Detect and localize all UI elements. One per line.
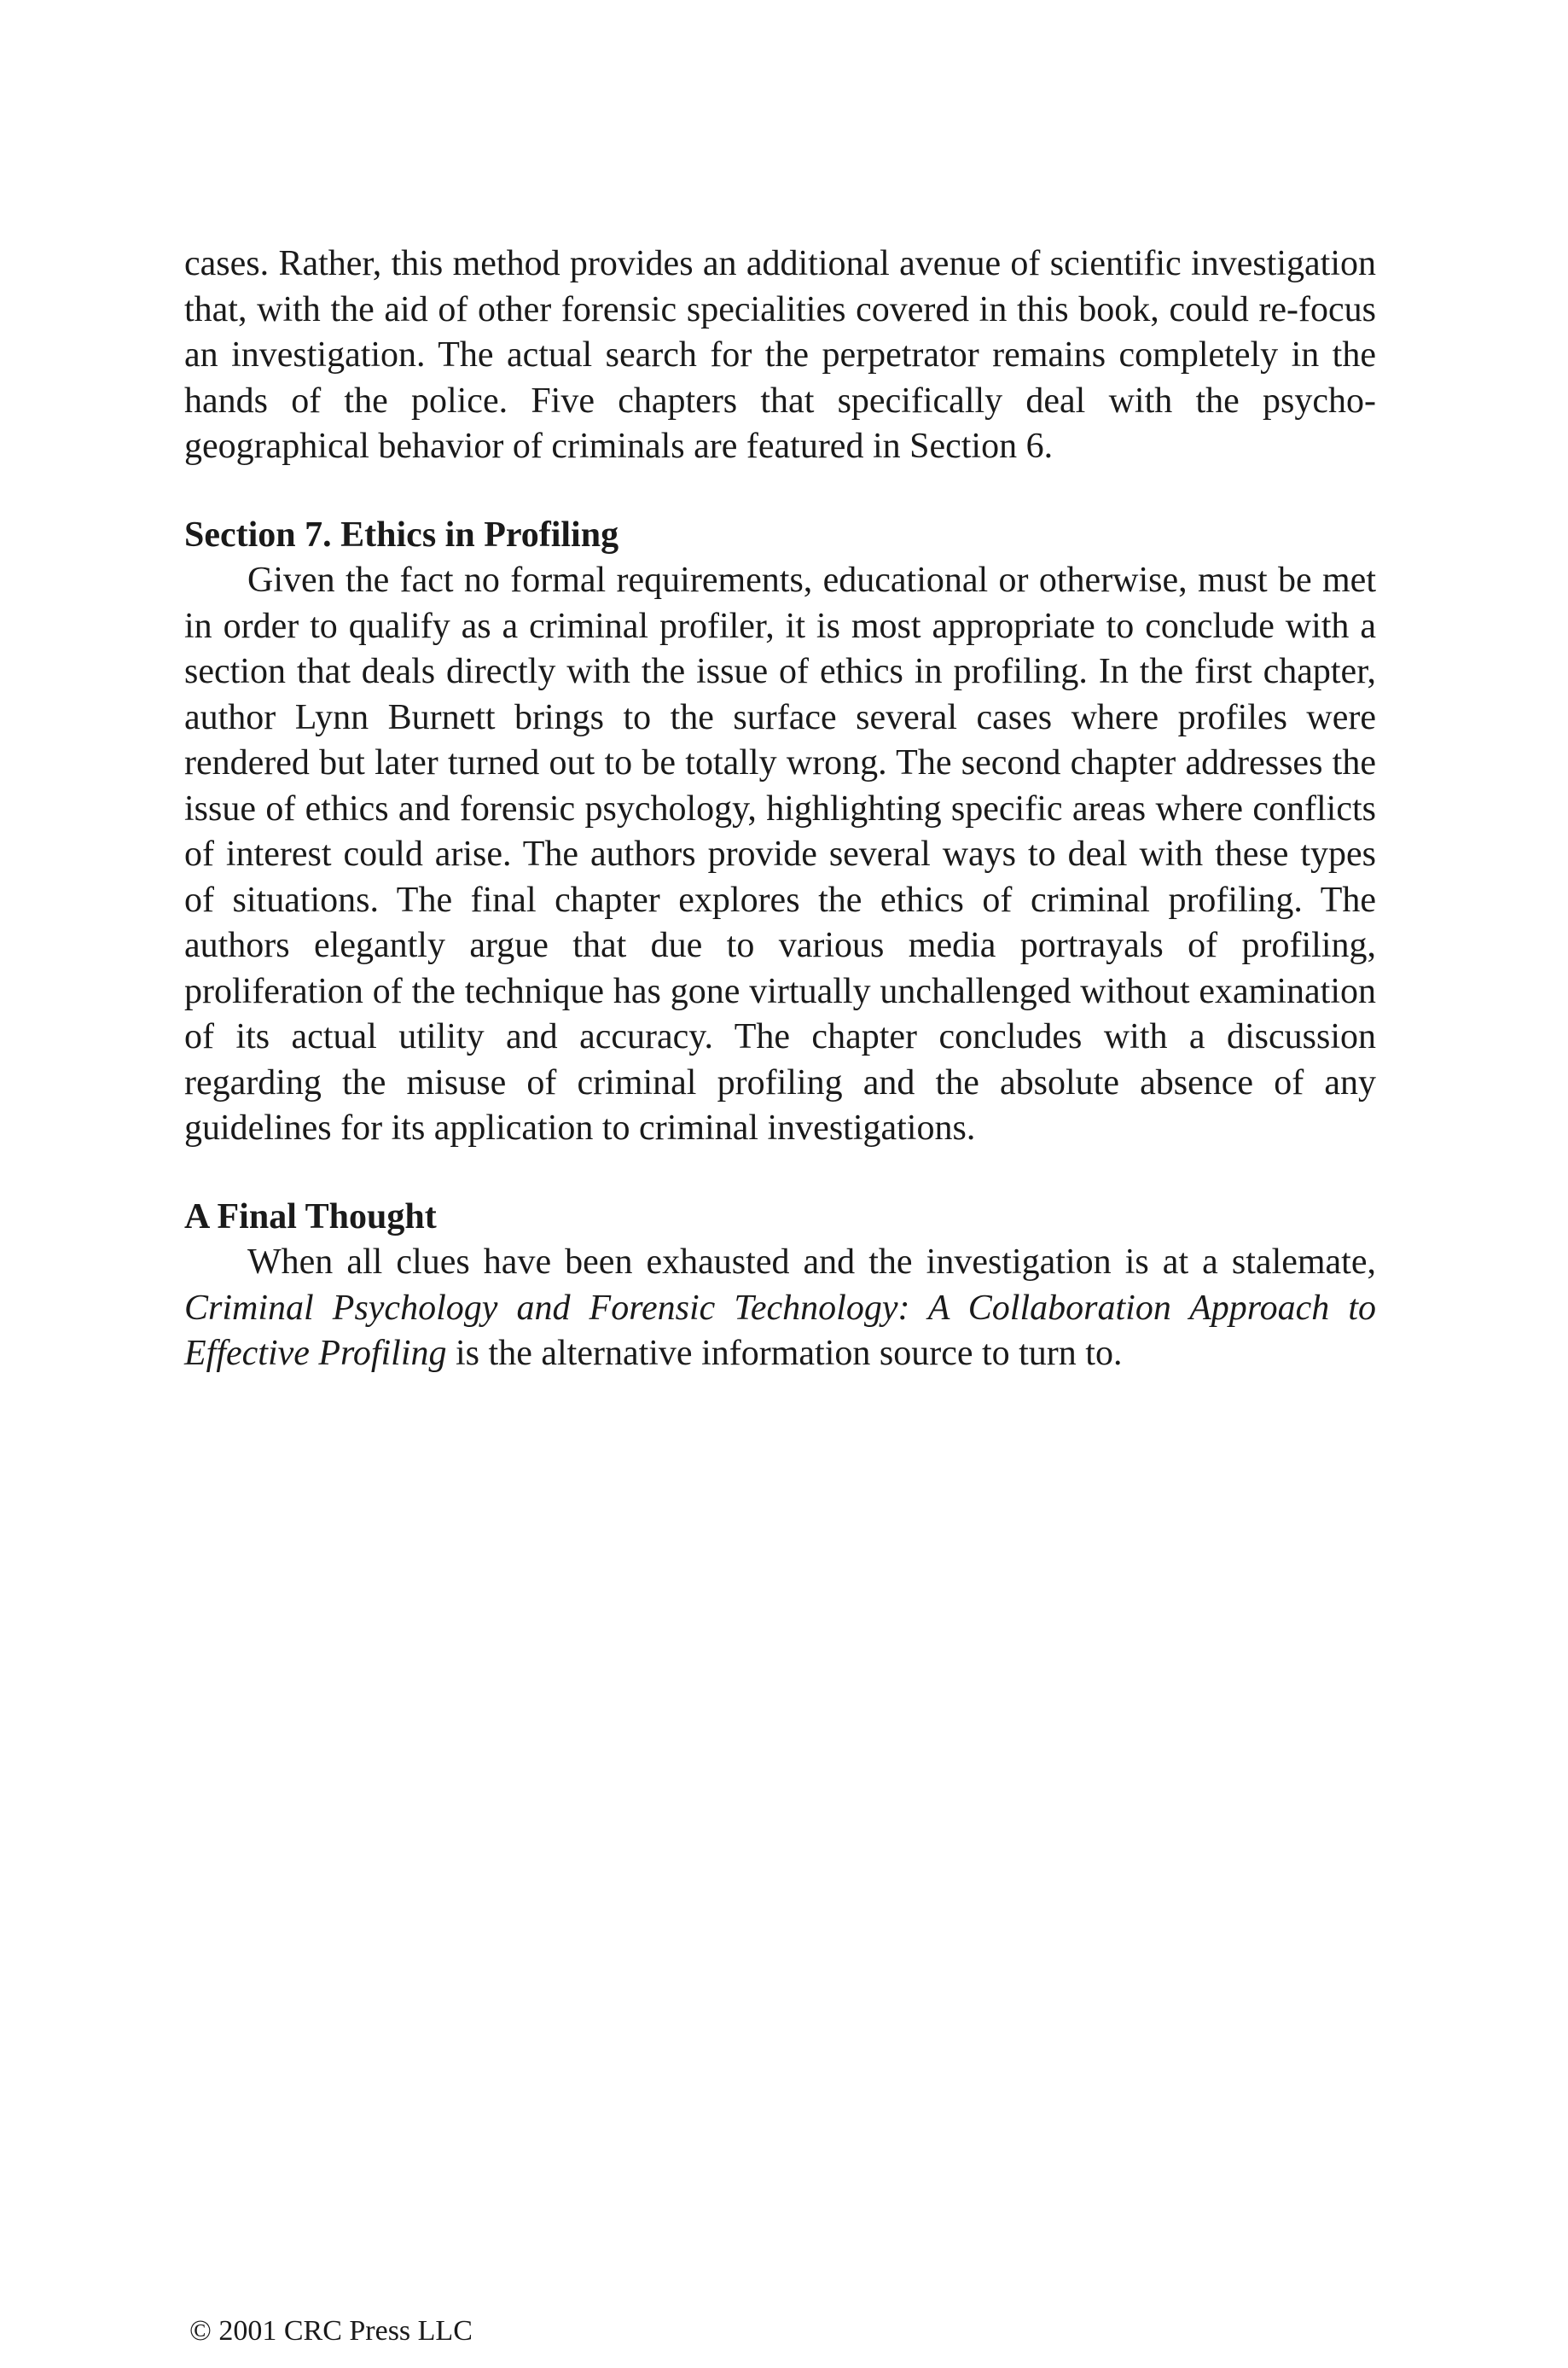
page-body (184, 241, 1376, 1377)
section-7-paragraph: Given the fact no formal requirements, educational or otherwise, must be met in order to qualify as a criminal profiler, it is most appropriate to conclude with a section that deals directly with the issue of ethics in profiling. In the first chapter, author Lynn Burnett brings to the surface several cases where profiles were rendered but later turned out to be totally wrong. The second chapter addresses the issue of ethics and forensic psychology, highlighting specific areas where conflicts of interest could arise. The authors provide several ways to deal with these types of situations. The final chapter explores the ethics of criminal profiling. The authors elegantly argue that due to various media portrayals of profiling, proliferation of the technique has gone virtually unchallenged without examination of its actual utility and accuracy. The chapter concludes with a discussion regarding the misuse of criminal profiling and the absolute absence of any guidelines for its application to criminal investigations. (184, 561, 1376, 1148)
final-thought-tail: is the alternative information source to turn to. (456, 1334, 1123, 1373)
intro-paragraph: cases. Rather, this method provides an additional avenue of scientific investigation that, with the aid of other forensic specialities covered in this book, could re-focus an investigation. The actual search for the perpetrator remains completely in the hands of the police. Five chapters that specifically deal with the psycho-geographical behavior of criminals are featured in Section 6. (184, 244, 1376, 466)
spacer (184, 470, 1376, 513)
final-thought-lead: When all clues have been exhausted and the investigation is at a stalemate, (247, 1242, 1376, 1282)
final-thought-paragraph (184, 1240, 1376, 1377)
copyright-footer: © 2001 CRC Press LLC (189, 2315, 473, 2347)
final-thought-heading: A Final Thought (184, 1196, 437, 1236)
spacer (184, 1152, 1376, 1195)
section-7-heading: Section 7. Ethics in Profiling (184, 515, 619, 555)
book-title: Criminal Psychology and Forensic Technology: A Collaboration Approach to Effective Profiling (184, 1288, 1376, 1373)
